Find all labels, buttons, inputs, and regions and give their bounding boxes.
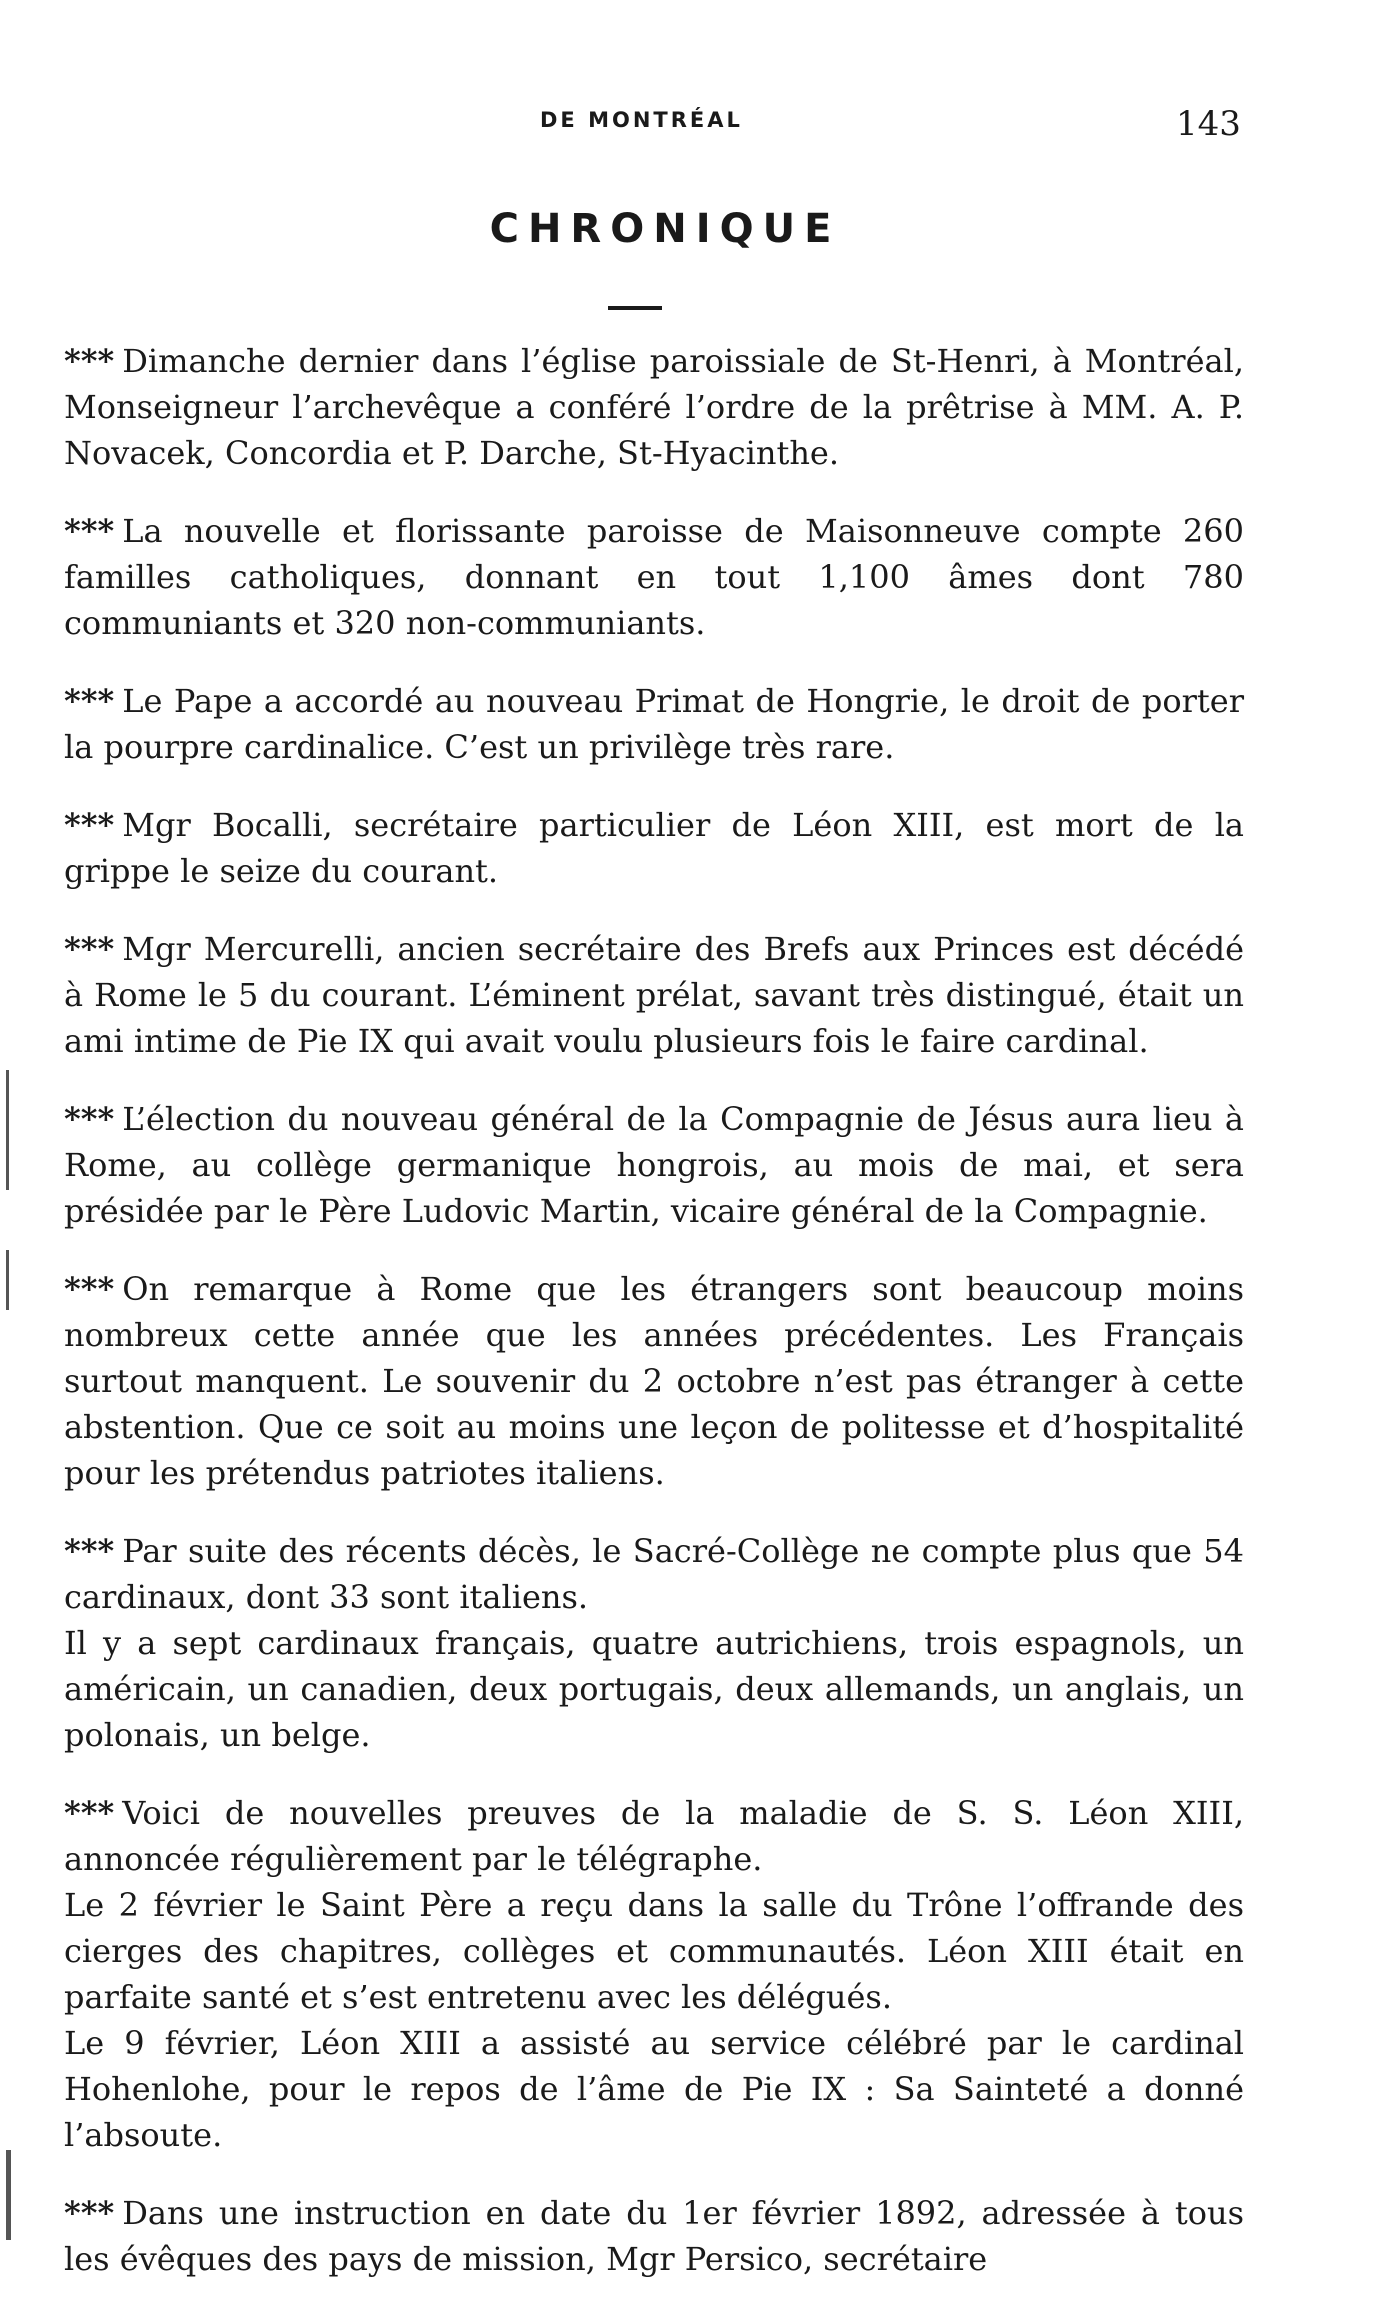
entry-text: Le 9 février, Léon XIII a assisté au service célébré par le cardinal Hohenlohe, pour le repos de l’âme de Pie IX : Sa Sainteté a donné l’absoute. [64,2024,1244,2154]
chronicle-entry [64,802,1244,894]
asterism-mark: *** [64,512,115,550]
margin-scan-mark [6,2150,11,2240]
asterism-mark: *** [64,806,115,844]
asterism-mark: *** [64,1100,115,1138]
chronicle-entry [64,1266,1244,1496]
chronicle-entry [64,338,1244,476]
entry-text: Voici de nouvelles preuves de la maladie de S. S. Léon XIII, annoncée régulièrement par le télégraphe. [64,1794,1244,1878]
chronicle-entry-continuation [64,1620,1244,1758]
asterism-mark: *** [64,1270,115,1308]
asterism-mark: *** [64,342,115,380]
entry-text: L’élection du nouveau général de la Compagnie de Jésus aura lieu à Rome, au collège germanique hongrois, au mois de mai, et sera présidée par le Père Ludovic Martin, vicaire général de la Compagnie. [64,1100,1244,1230]
entry-text: Mgr Mercurelli, ancien secrétaire des Brefs aux Princes est décédé à Rome le 5 du courant. L’éminent prélat, savant très distingué, était un ami intime de Pie IX qui avait voulu plusieurs fois le faire cardinal. [64,930,1244,1060]
entry-text: Il y a sept cardinaux français, quatre autrichiens, trois espagnols, un américain, un canadien, deux portugais, deux allemands, un anglais, un polonais, un belge. [64,1624,1244,1754]
running-head: DE MONTRÉAL [540,108,743,132]
chronicle-entry [64,926,1244,1064]
chronicle-entry [64,678,1244,770]
chronicle-entry [64,1096,1244,1234]
entry-text: La nouvelle et florissante paroisse de Maisonneuve compte 260 familles catholiques, donnant en tout 1,100 âmes dont 780 communiants et 320 non-communiants. [64,512,1244,642]
chronicle-entry [64,1790,1244,1882]
asterism-mark: *** [64,1532,115,1570]
chronicle-entry-continuation [64,2020,1244,2158]
chronicle-body [64,338,1244,2314]
title-rule [608,306,662,310]
entry-text: Mgr Bocalli, secrétaire particulier de Léon XIII, est mort de la grippe le seize du courant. [64,806,1244,890]
chronicle-entry [64,508,1244,646]
chronicle-entry-continuation [64,1882,1244,2020]
entry-text: On remarque à Rome que les étrangers sont beaucoup moins nombreux cette année que les années précédentes. Les Français surtout manquent. Le souvenir du 2 octobre n’est pas étranger à cette abstention. Que ce soit au moins une leçon de politesse et d’hospitalité pour les prétendus patriotes italiens. [64,1270,1244,1492]
chronicle-entry [64,1528,1244,1620]
asterism-mark: *** [64,2194,115,2232]
margin-scan-mark [6,1070,9,1190]
asterism-mark: *** [64,930,115,968]
margin-scan-mark [6,1250,9,1310]
asterism-mark: *** [64,1794,115,1832]
entry-text: Dimanche dernier dans l’église paroissiale de St-Henri, à Montréal, Monseigneur l’archevêque a conféré l’ordre de la prêtrise à MM. A. P. Novacek, Concordia et P. Darche, St-Hyacinthe. [64,342,1244,472]
entry-text: Le Pape a accordé au nouveau Primat de Hongrie, le droit de porter la pourpre cardinalice. C’est un privilège très rare. [64,682,1244,766]
entry-text: Le 2 février le Saint Père a reçu dans la salle du Trône l’offrande des cierges des chapitres, collèges et communautés. Léon XIII était en parfaite santé et s’est entretenu avec les délégués. [64,1886,1244,2016]
entry-text: Dans une instruction en date du 1er février 1892, adressée à tous les évêques des pays de mission, Mgr Persico, secrétaire [64,2194,1244,2278]
page-number: 143 [1176,104,1241,144]
page-title: CHRONIQUE [489,206,841,252]
chronicle-entry [64,2190,1244,2282]
asterism-mark: *** [64,682,115,720]
entry-text: Par suite des récents décès, le Sacré-Collège ne compte plus que 54 cardinaux, dont 33 sont italiens. [64,1532,1244,1616]
